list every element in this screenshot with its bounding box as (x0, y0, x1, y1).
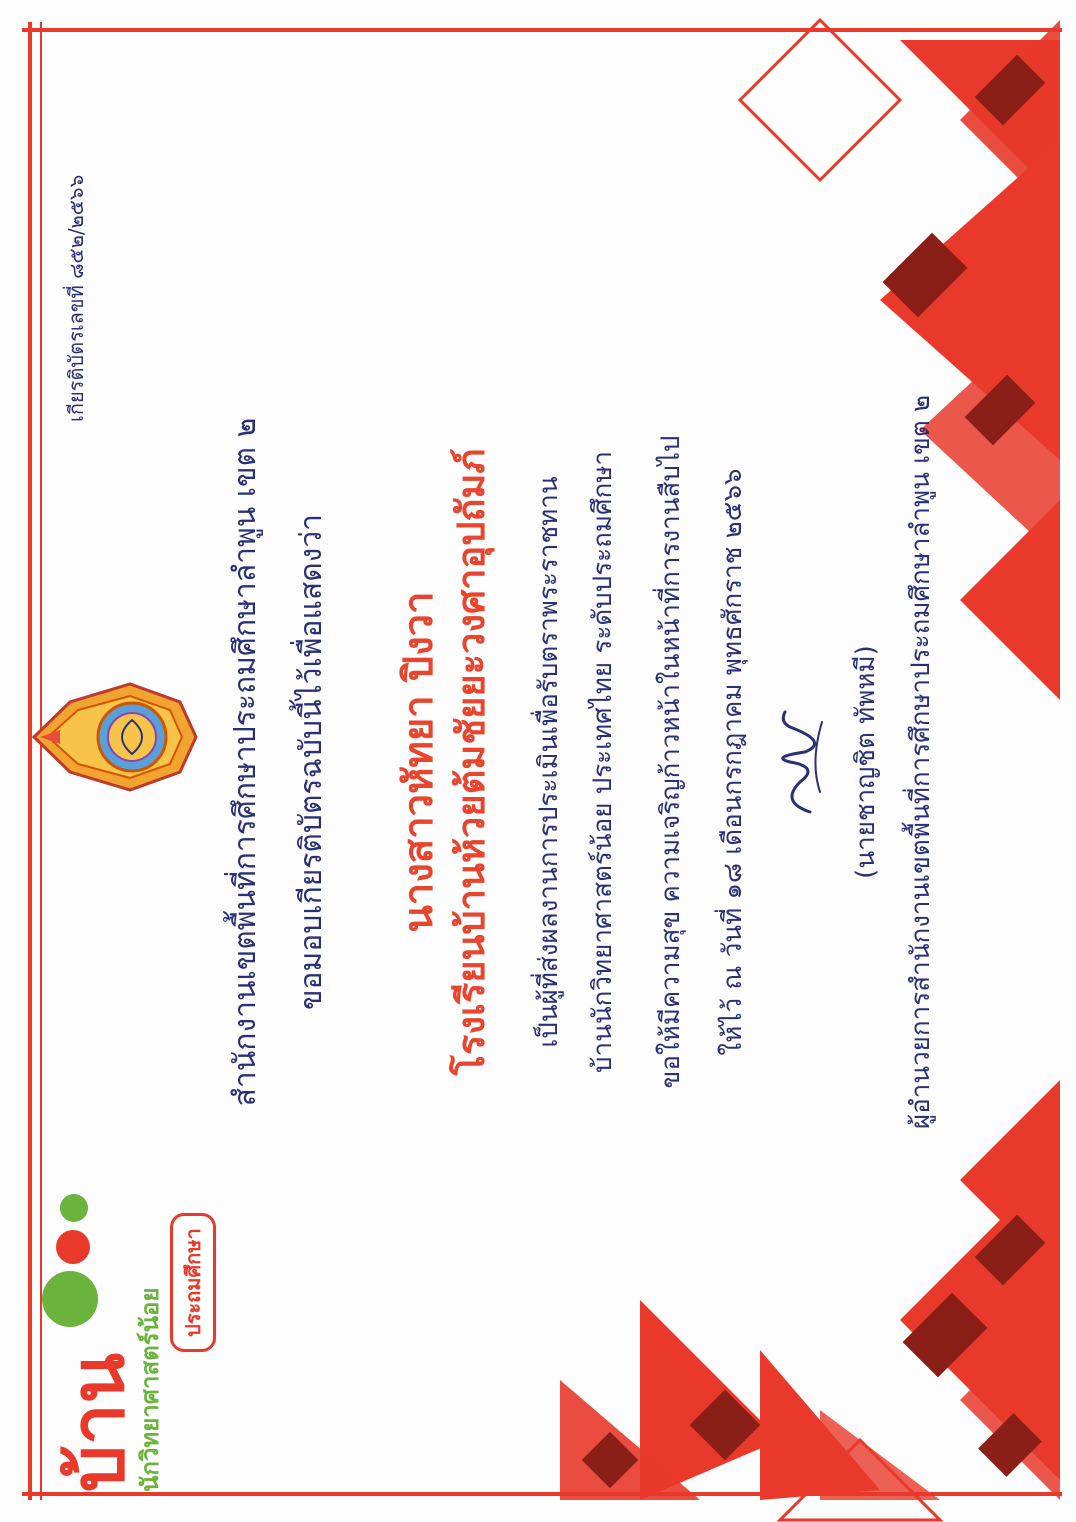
obec-emblem-icon (30, 672, 200, 802)
given-date-line: ให้ไว้ ณ วันที่ ๑๘ เดือนกรกฎาคม พุทธศักราช ๒๕๖๖ (718, 468, 748, 1056)
logo-ball-red (56, 1230, 90, 1264)
recipient-name: นางสาวหัทยา ปิงวา (396, 591, 442, 933)
wish-line: ขอให้มีความสุข ความเจริญก้าวหน้าในหน้าที่การงานสืบไป (656, 435, 686, 1089)
logo-ball-green-small (60, 1194, 88, 1222)
body-line-1: เป็นผู้ที่ส่งผลงานการประเมินเพื่อรับตราพระราชทาน (534, 476, 564, 1048)
little-scientist-logo-icon (30, 1172, 220, 1492)
logo-badge: ประถมศึกษา (170, 1213, 216, 1352)
body-line-2: บ้านนักวิทยาศาสตร์น้อย ประเทศไทย ระดับประถมศึกษา (588, 451, 618, 1073)
logo-ball-green (42, 1271, 98, 1327)
school-name: โรงเรียนบ้านห้วยต้มชัยยะวงศาอุปถัมภ์ (449, 448, 493, 1076)
logo-main-text: บ้าน (55, 1352, 141, 1492)
signer-name: (นายชาญชิต ทัพหมี) (851, 645, 881, 879)
certificate-number: เกียรติบัตรเลขที่ ๘๕๒/๒๕๖๖ (64, 174, 88, 422)
signer-position: ผู้อำนวยการสำนักงานเขตพื้นที่การศึกษาประถมศึกษาลำพูน เขต ๒ (906, 394, 936, 1130)
presents-line: ขอมอบเกียรติบัตรฉบับนี้ไว้เพื่อแสดงว่า (294, 513, 329, 1011)
signature-icon (760, 702, 840, 822)
logo-subtitle: นักวิทยาศาสตร์น้อย (136, 1287, 164, 1492)
issuing-office: สำนักงานเขตพื้นที่การศึกษาประถมศึกษาลำพูน เขต ๒ (228, 417, 263, 1107)
